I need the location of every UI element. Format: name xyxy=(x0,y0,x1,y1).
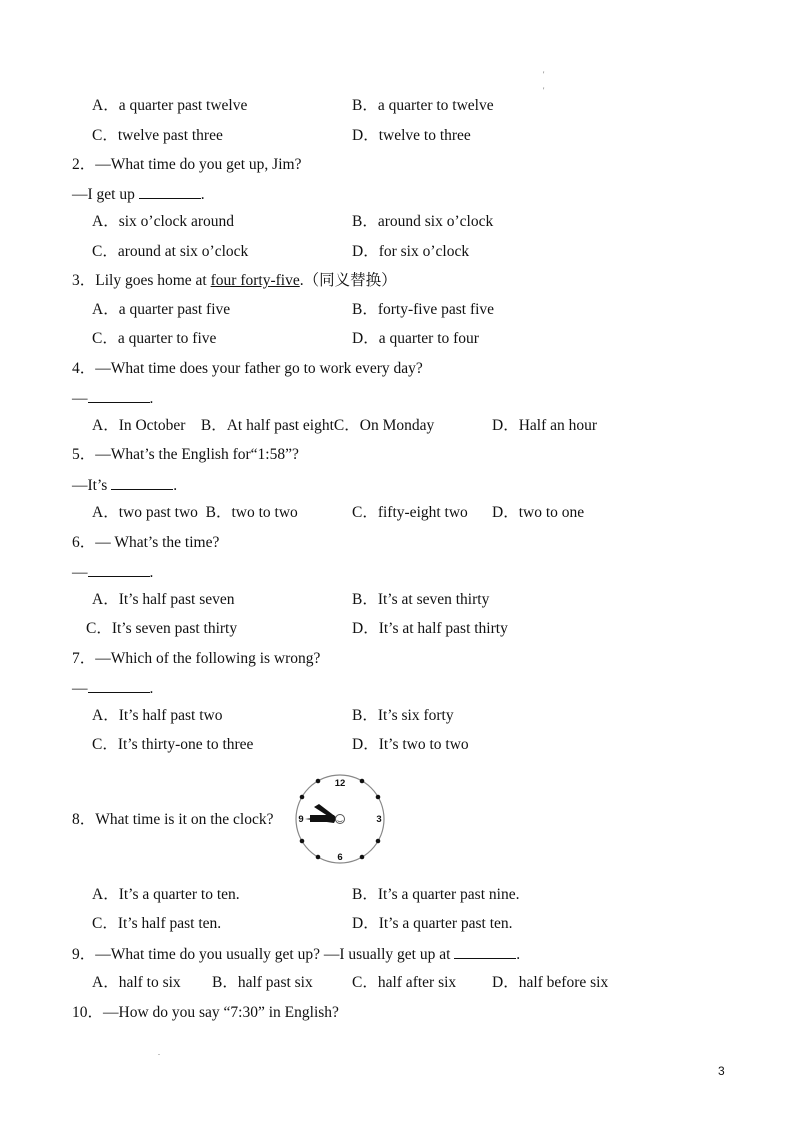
q4-answer-suffix: . xyxy=(149,390,154,407)
speck: ' xyxy=(543,86,545,95)
q6-option-c: C．It’s seven past thirty xyxy=(86,620,238,637)
answer-blank xyxy=(88,562,150,577)
q4-options-abc: A．In October B．At half past eightC．On Monday xyxy=(92,417,435,434)
answer-blank xyxy=(454,944,516,959)
q8-option-c: C．It’s half past ten. xyxy=(92,915,222,932)
q1-option-b: B．a quarter to twelve xyxy=(352,97,494,114)
q4-stem: 4．—What time does your father go to work every day? xyxy=(72,360,423,377)
q2-answer-suffix: . xyxy=(200,186,205,203)
q9-option-d: D．half before six xyxy=(492,974,609,991)
q2-option-a: A．six o’clock around xyxy=(92,213,235,230)
q6-answer-suffix: . xyxy=(149,564,154,581)
q9-option-b: B．half past six xyxy=(212,974,313,991)
q5-stem: 5．—What’s the English for“1:58”? xyxy=(72,446,299,463)
q6-answer-line xyxy=(72,562,153,583)
page-number: 3 xyxy=(718,1064,725,1078)
q6-option-a: A．It’s half past seven xyxy=(92,591,235,608)
q1-option-d: D．twelve to three xyxy=(352,127,471,144)
q9-stem-suffix: . xyxy=(516,946,521,963)
q3-option-a: A．a quarter past five xyxy=(92,301,231,318)
clock-label-6: 6 xyxy=(337,852,343,863)
q7-option-d: D．It’s two to two xyxy=(352,736,469,753)
q8-option-a: A．It’s a quarter to ten. xyxy=(92,886,240,903)
q7-answer-line xyxy=(72,678,153,699)
q9-option-c: C．half after six xyxy=(352,974,457,991)
q5-options-ab: A．two past two B．two to two xyxy=(92,504,298,521)
q2-answer-prefix: —I get up xyxy=(72,186,139,203)
q7-option-b: B．It’s six forty xyxy=(352,707,454,724)
q7-option-a: A．It’s half past two xyxy=(92,707,223,724)
q3-stem-prefix: 3．Lily goes home at xyxy=(72,272,211,289)
q7-option-c: C．It’s thirty-one to three xyxy=(92,736,254,753)
speck: . xyxy=(158,1048,160,1057)
q6-stem: 6．— What’s the time? xyxy=(72,534,220,551)
clock-label-3: 3 xyxy=(376,814,382,825)
q1-option-c: C．twelve past three xyxy=(92,127,223,144)
q9-stem-prefix: 9．—What time do you usually get up? —I usually get up at xyxy=(72,946,455,963)
q6-option-d: D．It’s at half past thirty xyxy=(352,620,508,637)
answer-blank xyxy=(88,678,150,693)
q2-stem: 2．—What time do you get up, Jim? xyxy=(72,156,302,173)
q6-answer-prefix: — xyxy=(72,564,88,581)
clock-label-9: 9 xyxy=(298,814,304,825)
q7-answer-prefix: — xyxy=(72,680,88,697)
q2-option-c: C．around at six o’clock xyxy=(92,243,249,260)
q6-option-b: B．It’s at seven thirty xyxy=(352,591,490,608)
q7-stem: 7．—Which of the following is wrong? xyxy=(72,650,321,667)
speck: ' xyxy=(543,70,545,79)
clock-label-12: 12 xyxy=(334,778,346,789)
q4-answer-line xyxy=(72,388,153,409)
q8-stem: 8．What time is it on the clock? xyxy=(72,811,274,828)
answer-blank xyxy=(139,184,201,199)
q9-stem xyxy=(72,944,520,965)
q2-option-b: B．around six o’clock xyxy=(352,213,494,230)
q3-option-d: D．a quarter to four xyxy=(352,330,479,347)
q3-stem xyxy=(72,271,397,291)
q3-option-b: B．forty-five past five xyxy=(352,301,495,318)
q4-answer-prefix: — xyxy=(72,390,88,407)
q10-stem: 10．—How do you say “7:30” in English? xyxy=(72,1004,339,1021)
q2-option-d: D．for six o’clock xyxy=(352,243,470,260)
q5-option-d: D．two to one xyxy=(492,504,585,521)
q3-underlined-phrase: four forty-five xyxy=(210,272,300,289)
q7-answer-suffix: . xyxy=(149,680,154,697)
clock-image xyxy=(292,771,388,867)
q4-option-d: D．Half an hour xyxy=(492,417,598,434)
clock-hand-base xyxy=(310,815,332,822)
q8-option-b: B．It’s a quarter past nine. xyxy=(352,886,520,903)
q3-option-c: C．a quarter to five xyxy=(92,330,217,347)
q5-answer-line xyxy=(72,475,177,496)
q8-option-d: D．It’s a quarter past ten. xyxy=(352,915,513,932)
q5-option-c: C．fifty-eight two xyxy=(352,504,468,521)
q5-answer-suffix: . xyxy=(173,477,178,494)
q3-stem-suffix: .（同义替换） xyxy=(299,272,397,289)
q1-option-a: A．a quarter past twelve xyxy=(92,97,248,114)
q2-answer-line xyxy=(72,184,205,205)
answer-blank xyxy=(88,388,150,403)
q5-answer-prefix: —It’s xyxy=(72,477,112,494)
answer-blank xyxy=(111,475,173,490)
q9-option-a: A．half to six xyxy=(92,974,181,991)
